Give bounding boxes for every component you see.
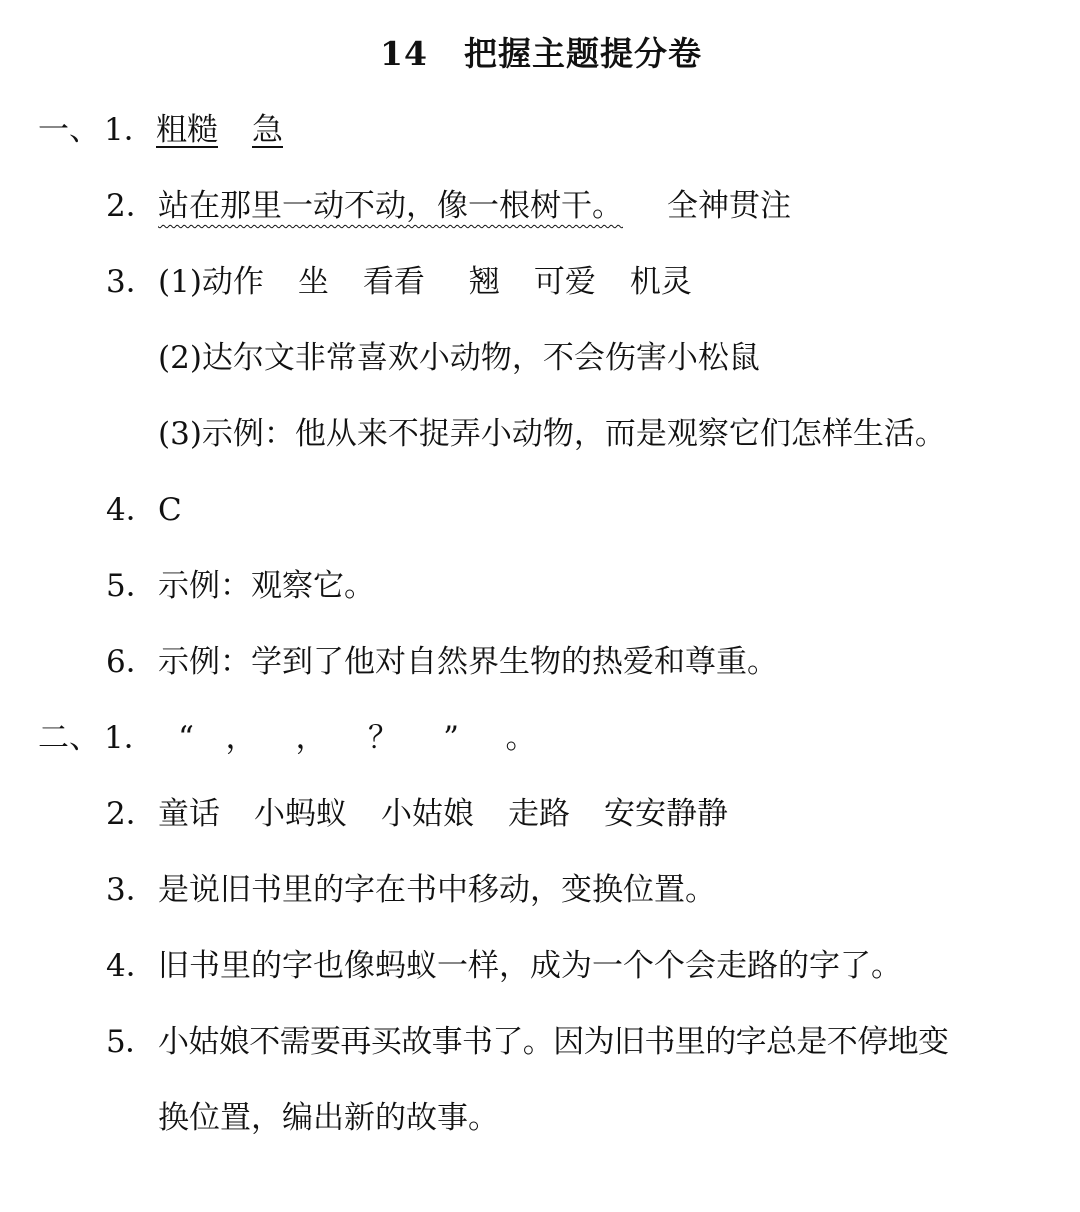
p1-q3-2: (2)达尔文非常喜欢小动物，不会伤害小松鼠 — [158, 340, 760, 376]
p1-q6 — [106, 640, 778, 684]
answer-text: 示例：观察它。 — [158, 568, 375, 604]
p1-q5 — [106, 564, 375, 608]
answer-text: 旧书里的字也像蚂蚁一样，成为一个个会走路的字了。 — [158, 948, 902, 984]
p2-q2 — [106, 792, 728, 836]
q-number: 5． — [106, 568, 157, 604]
answer-text: 小姑娘不需要再买故事书了。因为旧书里的字总是不停地变 — [158, 1024, 949, 1060]
p2-q3 — [106, 868, 716, 912]
answer-word: 安安静静 — [604, 796, 728, 832]
q-number: 2． — [106, 188, 157, 224]
answer-word: 童话 — [158, 796, 220, 832]
punct-mark: ， — [295, 720, 327, 756]
p1-q3-3: (3)示例：他从来不捉弄小动物，而是观察它们怎样生活。 — [158, 416, 946, 452]
title-text: 把握主题提分卷 — [464, 34, 702, 73]
punct-mark: “ — [178, 720, 194, 756]
answer-word: 粗糙 — [156, 112, 218, 148]
answer-word: 小蚂蚁 — [254, 796, 347, 832]
punct-mark: ， — [225, 720, 257, 756]
p2-q5-cont: 换位置，编出新的故事。 — [158, 1100, 499, 1136]
answer-word: 可爱 — [533, 264, 596, 300]
answer-word: 翘 — [468, 264, 500, 300]
p1-q3-1 — [106, 260, 692, 304]
answer-word: 坐 — [297, 264, 329, 300]
p1-q2 — [106, 184, 791, 228]
title-number: 14 — [380, 34, 428, 73]
answer-text: C — [158, 492, 182, 528]
q-number: 6． — [106, 644, 157, 680]
punct-mark: ” — [443, 720, 459, 756]
sub-label: (1) — [158, 264, 202, 300]
p2-q5 — [106, 1020, 948, 1064]
q-number: 2． — [106, 796, 157, 832]
answer-word: 急 — [252, 112, 283, 148]
p1-q1 — [38, 108, 283, 152]
p2-q1 — [38, 716, 551, 760]
answer-word: 小姑娘 — [381, 796, 474, 832]
answer-idiom: 全神贯注 — [667, 188, 791, 224]
q-number: 3． — [106, 264, 157, 300]
answer-word: 动作 — [201, 264, 264, 300]
p1-q4 — [106, 488, 182, 532]
answer-text: 是说旧书里的字在书中移动，变换位置。 — [158, 872, 716, 908]
page-title — [0, 28, 1080, 75]
q-number: 1． — [104, 112, 155, 148]
q-number: 4． — [106, 948, 157, 984]
answer-word: 看看 — [362, 264, 425, 300]
section-label-1: 一、 — [38, 112, 100, 148]
answer-text: 示例：学到了他对自然界生物的热爱和尊重。 — [158, 644, 778, 680]
section-label-2: 二、 — [38, 720, 100, 756]
punct-mark: 。 — [505, 720, 537, 756]
q-number: 3． — [106, 872, 157, 908]
answer-word: 机灵 — [629, 264, 692, 300]
answer-sentence: 站在那里一动不动，像一根树干。 — [158, 188, 623, 224]
q-number: 5． — [106, 1024, 156, 1060]
p2-q4 — [106, 944, 902, 988]
punct-mark: ？ — [368, 720, 399, 756]
q-number: 4． — [106, 492, 157, 528]
q-number: 1． — [104, 720, 155, 756]
answer-word: 走路 — [508, 796, 570, 832]
